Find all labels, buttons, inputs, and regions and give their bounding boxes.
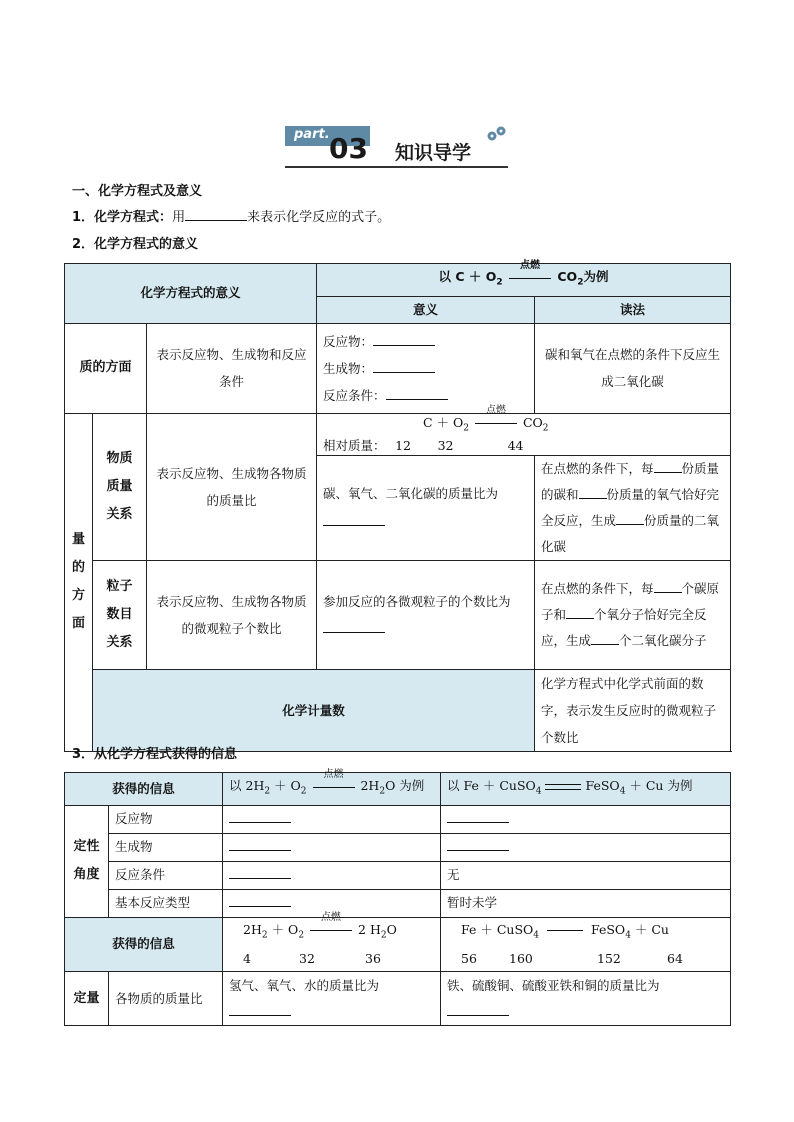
e1-b: ＋ O: [267, 921, 299, 937]
particle-reading: [535, 561, 731, 670]
e2-a: Fe ＋ CuSO: [461, 921, 534, 937]
mr2: 份质量的碳和: [541, 461, 720, 502]
item-number: 1．: [72, 210, 95, 225]
definition-blank[interactable]: [185, 208, 247, 221]
fe-example-header: 以 Fe ＋ CuSO$_4$ FeSO$_4$ ＋ Cu 为例: [441, 773, 731, 806]
mass-ratio: [317, 456, 535, 561]
col-reading: 读法: [535, 296, 731, 323]
e1-c: 2 H: [358, 921, 381, 937]
mass-12: 12: [395, 438, 411, 453]
fe-ratio-blank[interactable]: [447, 1003, 509, 1016]
fe-mass-ratio: [441, 972, 731, 1026]
h2-mass-ratio: [223, 972, 441, 1026]
particle-blank-3[interactable]: [591, 632, 619, 645]
mass-blank-1[interactable]: [654, 460, 682, 473]
mass-44: 44: [507, 438, 524, 453]
mass-ratio-text: 碳、氧气、二氧化碳的质量比为: [323, 486, 499, 501]
condition-blank[interactable]: [386, 387, 448, 400]
mr3: 份质量的氧气恰好完全反应，生成: [541, 487, 720, 528]
meaning-header: 化学方程式的意义: [65, 264, 317, 324]
coefficient-label: 化学计量数: [93, 670, 535, 752]
info-table: [64, 768, 731, 1026]
mass-desc: 表示反应物、生成物各物质的质量比: [147, 413, 317, 561]
col-meaning: 意义: [317, 296, 535, 323]
ex1-mid: ＋ O: [270, 778, 301, 793]
condition-text: 反应条件：: [323, 387, 386, 403]
num-56: 56: [461, 951, 477, 966]
num-36: 36: [365, 951, 381, 966]
ex1-pre: 以 2H: [229, 778, 265, 793]
ex1-tail: O 为例: [385, 778, 425, 793]
mass-blank-3[interactable]: [616, 512, 644, 525]
section-heading-3: 3．从化学方程式获得的信息: [72, 747, 238, 762]
row-product: 生成物: [109, 833, 223, 861]
particle-desc: 表示反应物、生成物各物质的微观粒子个数比: [147, 561, 317, 670]
pr3: 个氧分子恰好完全反应，生成: [541, 607, 707, 648]
section-heading-2: 2．化学方程式的意义: [72, 237, 199, 252]
quality-aspect: 质的方面: [65, 323, 147, 413]
quality-reading: 碳和氧气在点燃的条件下反应生成二氧化碳: [535, 323, 731, 413]
mass-blank-2[interactable]: [579, 486, 607, 499]
h2-reactant-blank[interactable]: [229, 810, 291, 823]
mass-equation: $C + O_2$ 点燃 $CO_2$ 相对质量： 12 32 44: [317, 413, 731, 456]
info-header: 获得的信息: [65, 773, 223, 806]
reactant-label: 反应物：: [323, 333, 374, 349]
fe-reactant-blank[interactable]: [447, 810, 509, 823]
h2-product-blank[interactable]: [229, 838, 291, 851]
particle-ratio-text: 参加反应的各微观粒子的个数比为: [323, 594, 511, 609]
ex2-pre: 以 Fe ＋ CuSO: [447, 778, 536, 793]
pr1: 在点燃的条件下，每: [541, 581, 654, 596]
quantitative-aspect: 定量: [65, 972, 109, 1026]
ignite-arrow-2: [473, 405, 519, 430]
product-blank[interactable]: [373, 360, 435, 373]
h2-type-blank[interactable]: [229, 894, 291, 907]
page-title: 知识导学: [395, 142, 472, 164]
example-tail: 为例: [583, 269, 609, 284]
mass-32: 32: [437, 438, 454, 453]
part-banner: [285, 126, 510, 170]
fe-mass-equation: Fe ＋ CuSO$_4$ FeSO$_4$ ＋ Cu 56 160 152 64: [441, 917, 731, 972]
h2-example-header: 以 $2H_2 + O_2$ 点燃 $2H_2O$ 为例: [223, 773, 441, 806]
mass-reading: [535, 456, 731, 561]
info-header-2: 获得的信息: [65, 917, 223, 972]
section-heading-1: 一、化学方程式及意义: [72, 184, 203, 199]
mr1: 在点燃的条件下，每: [541, 461, 654, 476]
fe-type: 暂时未学: [441, 889, 731, 917]
particle-ratio: [317, 561, 535, 670]
num-4: 4: [243, 951, 251, 966]
definition-post: 来表示化学反应的式子。: [247, 210, 391, 225]
coefficient-desc: 化学方程式中化学式前面的数字，表示发生反应时的微观粒子个数比: [535, 670, 731, 752]
e1-d: O: [386, 921, 397, 937]
row-reactant: 反应物: [109, 805, 223, 833]
condition-label: 点燃: [520, 259, 541, 271]
quality-desc: 表示反应物、生成物和反应条件: [147, 323, 317, 413]
pr4: 个二氧化碳分子: [619, 633, 707, 648]
term-label: 化学方程式：: [94, 210, 173, 225]
pr2: 个碳原子和: [541, 581, 720, 622]
definition-line: [72, 208, 390, 227]
row-reaction-type: 基本反应类型: [109, 889, 223, 917]
meaning-table: [64, 259, 731, 752]
equals-sign: [545, 784, 581, 790]
qualitative-aspect: 定性角度: [65, 805, 109, 917]
example-pre: 以 C ＋ O: [438, 269, 497, 284]
ex2-tail: ＋ Cu 为例: [625, 778, 693, 793]
example-post: CO: [557, 269, 578, 284]
particle-blank-2[interactable]: [566, 606, 594, 619]
num-152: 152: [597, 951, 621, 966]
ignite-arrow-3: [311, 768, 357, 794]
quantity-aspect: 量的方面: [65, 413, 93, 752]
decorative-dots-icon: [487, 126, 507, 142]
relative-mass-label: 相对质量：: [323, 438, 386, 453]
num-64: 64: [667, 951, 683, 966]
product-label: 生成物：: [323, 360, 374, 376]
num-32: 32: [299, 951, 315, 966]
mr4: 份质量的二氧化碳: [541, 513, 720, 554]
e2-c: ＋ Cu: [630, 921, 669, 937]
h2-condition-blank[interactable]: [229, 866, 291, 879]
particle-relation: 粒子数目关系: [93, 561, 147, 670]
fe-condition: 无: [441, 861, 731, 889]
mass-ratio-blank[interactable]: [323, 513, 385, 526]
eq-product: CO: [522, 414, 543, 430]
row-mass-ratio: 各物质的质量比: [109, 972, 223, 1026]
fe-ratio-text: 铁、硫酸铜、硫酸亚铁和铜的质量比为: [447, 977, 660, 993]
ex2-post: FeSO: [585, 778, 620, 793]
h2-ratio-text: 氢气、氧气、水的质量比为: [229, 977, 380, 993]
ex1-cond: 点燃: [323, 768, 344, 780]
particle-ratio-blank[interactable]: [323, 620, 385, 633]
arrow-line: [547, 930, 583, 931]
e1-a: 2H: [243, 921, 262, 937]
row-condition: 反应条件: [109, 861, 223, 889]
particle-blank-1[interactable]: [654, 580, 682, 593]
h2-mass-equation: $2H_2 + O_2$ 点燃 2 $H_2O$ 4 32 36: [223, 917, 441, 972]
fe-product-blank[interactable]: [447, 838, 509, 851]
eq-condition: 点燃: [485, 405, 506, 416]
e1-cond: 点燃: [321, 912, 342, 923]
part-label: part.: [294, 127, 330, 142]
mass-relation: 物质质量关系: [93, 413, 147, 561]
example-header: 以 $C + O_2$ 点燃 $CO_2$为例: [317, 264, 731, 297]
reactant-blank[interactable]: [373, 333, 435, 346]
ex1-post: 2H: [360, 778, 380, 793]
ignite-arrow: [507, 259, 553, 285]
ignite-arrow-4: [308, 912, 354, 937]
num-160: 160: [509, 951, 533, 966]
definition-pre: 用: [172, 210, 186, 225]
eq-reactants: C ＋ O: [423, 414, 464, 430]
banner-underline: [285, 166, 508, 168]
h2-ratio-blank[interactable]: [229, 1003, 291, 1016]
e2-b: FeSO: [590, 921, 626, 937]
part-number: 03: [329, 132, 368, 165]
quality-blanks: [317, 323, 535, 413]
